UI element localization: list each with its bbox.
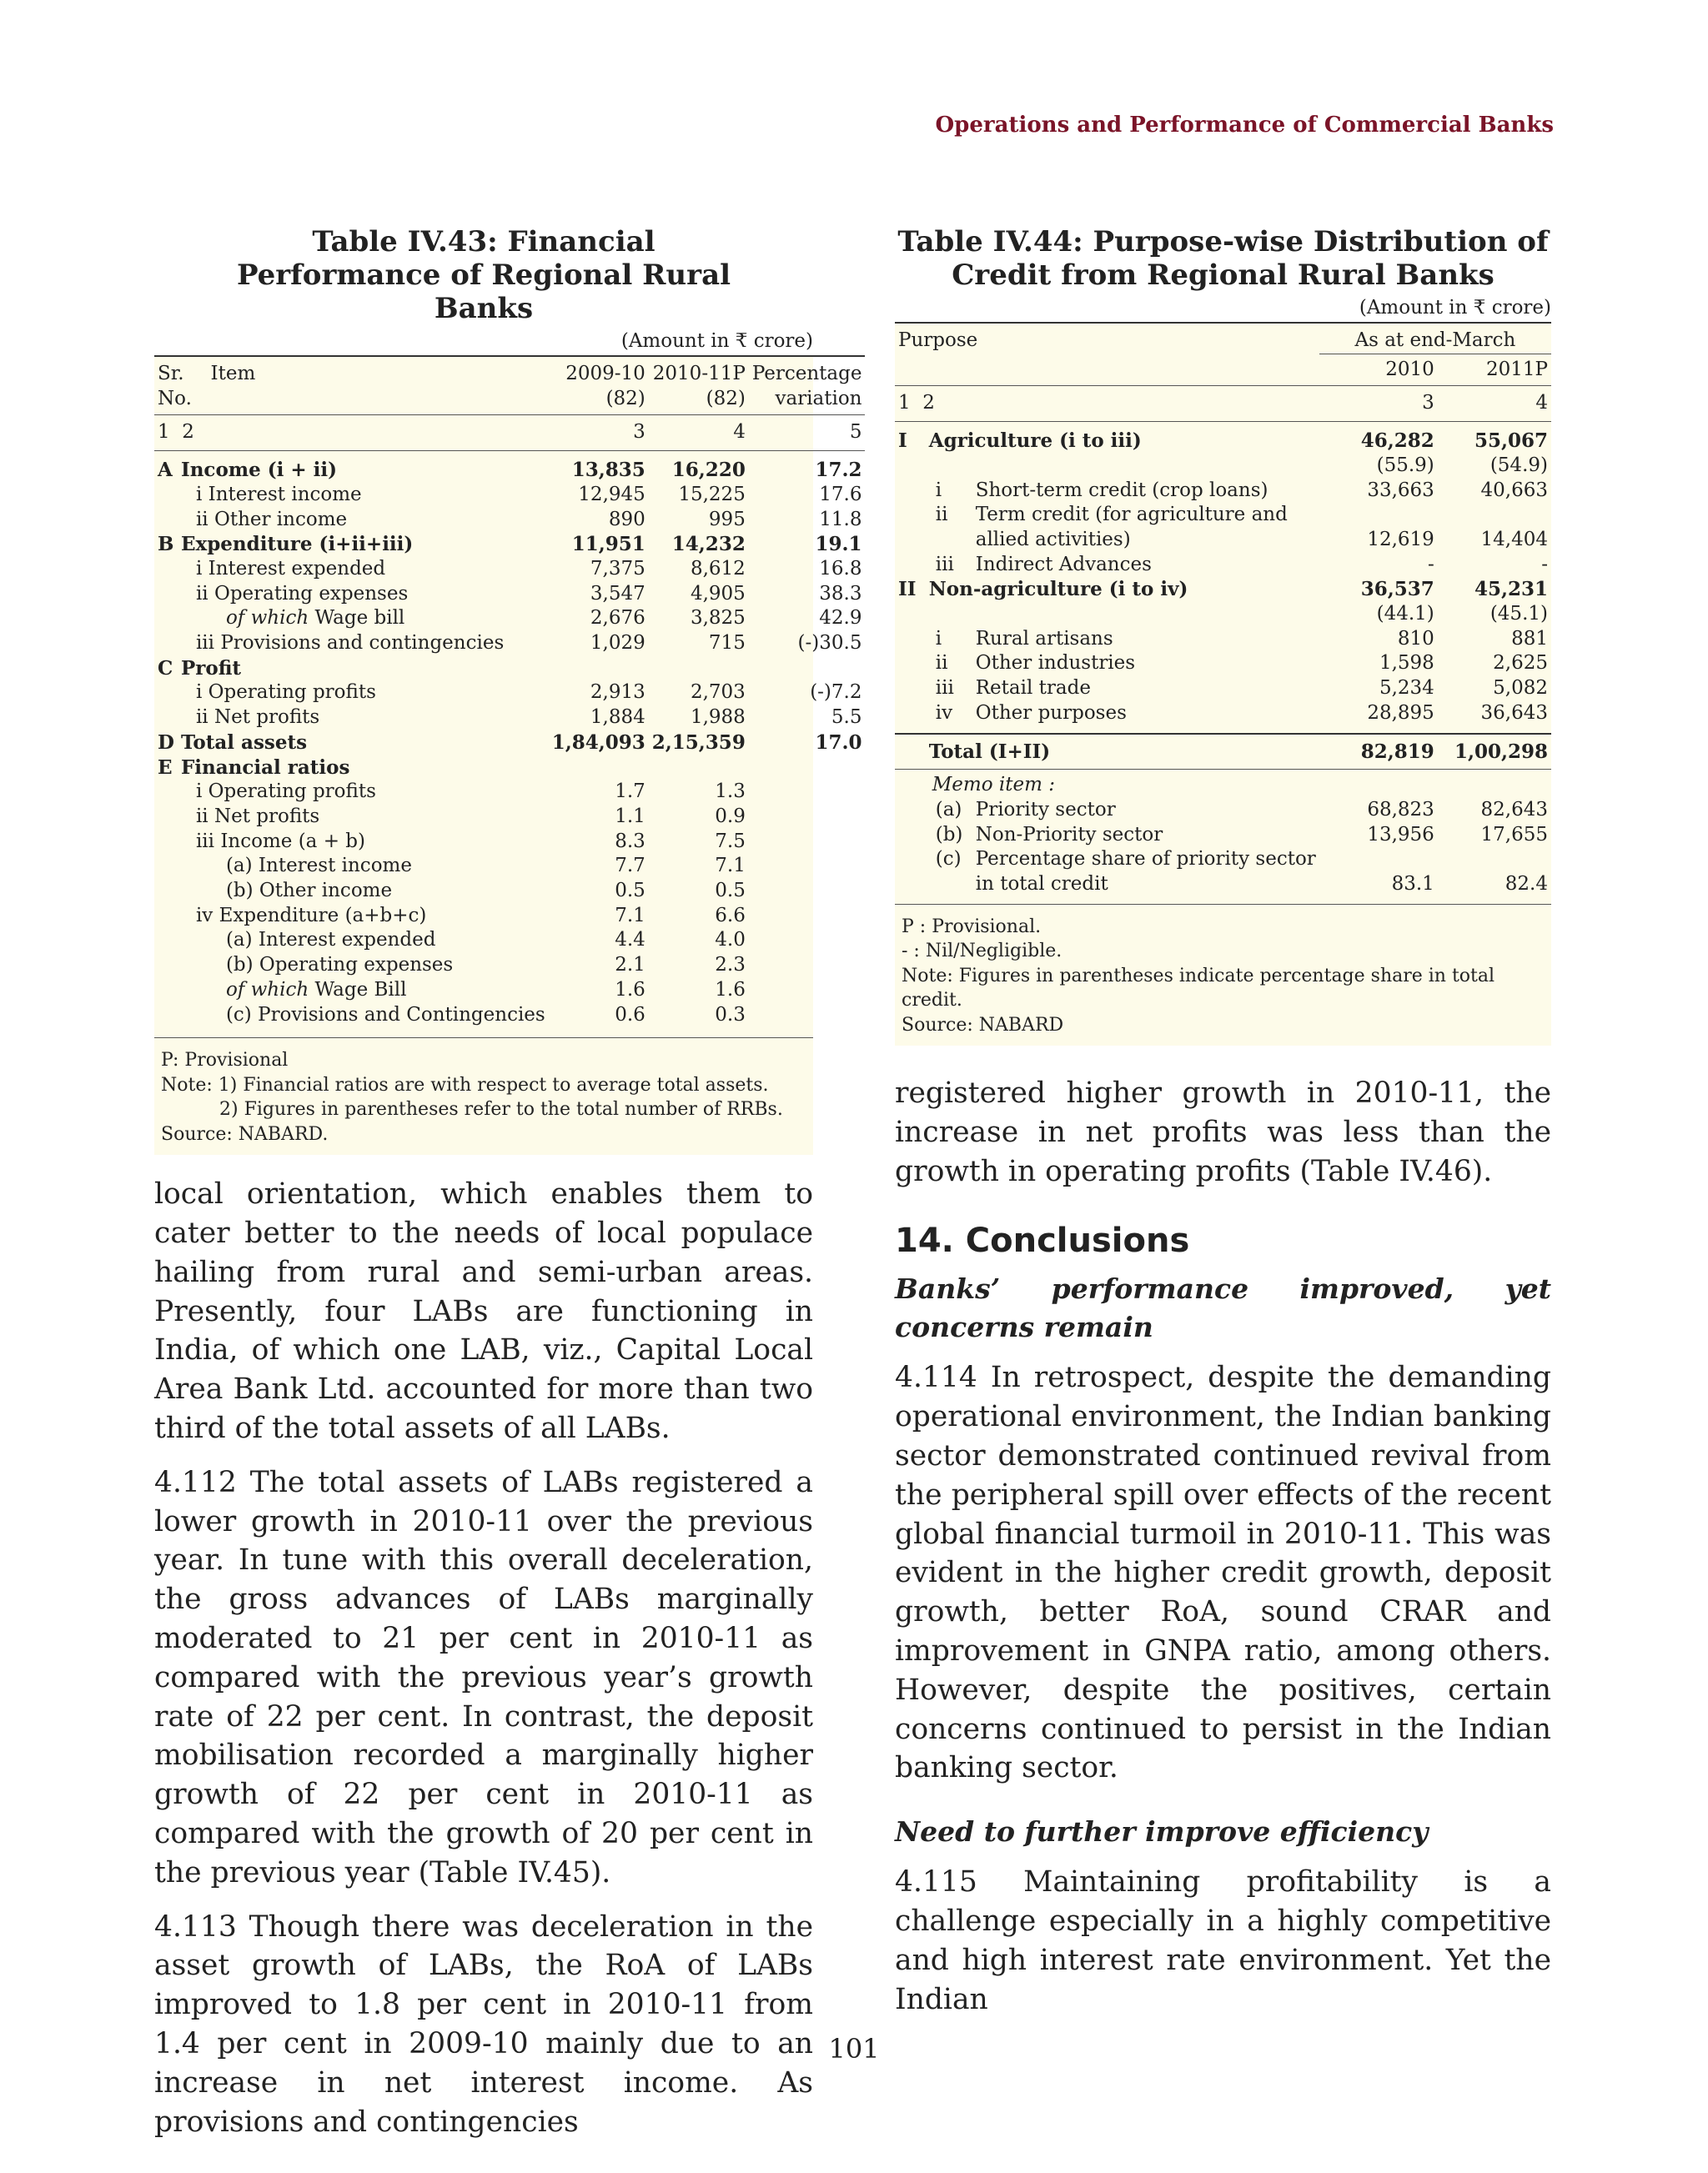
- table-row: [895, 627, 1551, 652]
- row-variation: 11.8: [819, 508, 862, 530]
- row-variation: 17.6: [819, 483, 862, 505]
- row-item: iv Expenditure (a+b+c): [195, 904, 427, 926]
- row-variation: 19.1: [815, 533, 862, 556]
- t44-memo: [895, 798, 1551, 904]
- t43-note: 2) Figures in parentheses refer to the total number of RRBs.: [219, 1099, 783, 1121]
- table-row: [154, 805, 865, 830]
- row-value-2010: 4.0: [715, 929, 746, 951]
- row-sr: [154, 582, 178, 607]
- t43-head-c3: Percentage: [751, 363, 862, 384]
- t43-note: Source: NABARD.: [161, 1123, 329, 1145]
- t44-note: Source: NABARD: [902, 1014, 1064, 1036]
- row-value-2009: 3,547: [590, 582, 646, 605]
- row-item: ii Net profits: [195, 805, 320, 827]
- row-item: (a) Interest income: [225, 855, 412, 877]
- row-value-2011: 40,663: [1480, 479, 1548, 501]
- row-variation: [749, 656, 866, 681]
- paragraph: 4.112 The total assets of LABs registered a lower growth in 2010-11 over the previous year. In tune with this overall deceleration, the gross advances of LABs marginally moderated to 21 per cent in 2010-11 as compared with the previous year’s growth rate of 22 per cent. In contrast, the deposit mobilisation recorded a marginally higher growth of 22 per cent in 2010-11 as compared with the growth of 20 per cent in the previous year (Table IV.45).: [154, 1465, 813, 1889]
- row-item: i Interest expended: [195, 557, 386, 580]
- row-value-2009: 1,84,093: [551, 730, 646, 754]
- row-item: (a) Interest expended: [225, 929, 436, 951]
- row-item: i Interest income: [195, 483, 362, 505]
- row-item: ii Other industries: [935, 652, 1136, 675]
- row-variation: [749, 830, 866, 855]
- table-row: [154, 755, 865, 780]
- row-value-2009: 12,945: [578, 483, 646, 505]
- table-row: [895, 676, 1551, 701]
- row-variation: [749, 805, 866, 830]
- row-variation: [749, 879, 866, 904]
- table-row: [154, 582, 865, 607]
- row-item: (a) Priority sector: [935, 798, 1116, 821]
- row-item: [926, 454, 1319, 479]
- row-value-2009: 1.1: [615, 805, 646, 827]
- row-item: Non-agriculture (i to iv): [928, 578, 1188, 601]
- row-item: i Short-term credit (crop loans): [935, 479, 1268, 501]
- row-value-2010: 995: [708, 508, 746, 530]
- table-row: [154, 631, 865, 656]
- row-value-2009: 2,676: [590, 607, 646, 630]
- row-sr: [154, 879, 178, 904]
- row-item: iii Retail trade: [935, 677, 1091, 700]
- row-value-2009: 11,951: [571, 533, 646, 556]
- row-item: in total credit: [975, 873, 1108, 896]
- row-value-2011: 55,067: [1474, 429, 1548, 453]
- row-sr: [895, 528, 926, 553]
- row-value-2009: 2,913: [590, 681, 646, 704]
- row-sr: [895, 627, 926, 652]
- row-value-2010: (55.9): [1376, 454, 1434, 476]
- memo-row: [895, 798, 1551, 823]
- row-value-2011: (45.1): [1489, 603, 1548, 625]
- row-value-2010: [1319, 847, 1438, 872]
- row-value-2009: 0.6: [615, 1003, 646, 1026]
- row-value-2009: 7,375: [590, 557, 646, 580]
- table-row: [895, 701, 1551, 726]
- row-item: allied activities): [975, 528, 1131, 550]
- row-item: Total assets: [180, 730, 308, 754]
- table-row: [895, 528, 1551, 553]
- row-value-2010: 28,895: [1367, 701, 1434, 724]
- row-value-2009: 8.3: [615, 830, 646, 852]
- row-sr: [895, 676, 926, 701]
- row-sr: [895, 503, 926, 528]
- row-value-2010: 810: [1397, 627, 1434, 650]
- row-item: (b) Non-Priority sector: [935, 823, 1163, 846]
- t43-notes: [154, 1037, 813, 1155]
- table-row: [895, 422, 1551, 454]
- row-sr: [895, 602, 926, 627]
- row-value-2011: 45,231: [1474, 578, 1548, 601]
- table43-unit: (Amount in ₹ crore): [620, 330, 813, 352]
- t44-total-v2: 1,00,298: [1454, 740, 1548, 763]
- subsection-heading: Need to further improve efficiency: [895, 1815, 1429, 1849]
- table-row: [154, 953, 865, 978]
- row-value-2011: 881: [1511, 627, 1548, 650]
- row-value-2010: 12,619: [1367, 528, 1434, 550]
- t43-colnum: 3: [633, 421, 646, 444]
- table-row: [154, 904, 865, 929]
- row-sr: [154, 904, 178, 929]
- t44-memo-title: Memo item :: [932, 774, 1055, 796]
- row-sr: [154, 780, 178, 805]
- row-item: i Rural artisans: [935, 627, 1113, 650]
- right-body-text: [895, 1074, 1551, 2019]
- row-variation: [749, 1003, 866, 1028]
- row-sr: [895, 553, 926, 578]
- row-sr: [154, 1003, 178, 1028]
- row-item: ii Other income: [195, 508, 348, 530]
- row-value-2009: 1.6: [615, 978, 646, 1001]
- row-value-2010: 7.5: [715, 830, 746, 852]
- row-variation: 16.8: [819, 557, 862, 580]
- row-value-2010: [649, 656, 749, 681]
- row-value-2010: 8,612: [690, 557, 746, 580]
- row-value-2009: 890: [608, 508, 646, 530]
- row-sr: B: [158, 533, 174, 556]
- row-item: (c) Percentage share of priority sector: [935, 848, 1316, 871]
- row-value-2011: [1438, 503, 1551, 528]
- row-item: (b) Operating expenses: [225, 954, 454, 976]
- subsection-heading: Banks’ performance improved, yet concerns remain: [895, 1272, 1551, 1344]
- t44-note: Note: Figures in parentheses indicate percentage share in total credit.: [902, 965, 1495, 1011]
- row-value-2011: [1438, 847, 1551, 872]
- t44-colnum: 3: [1422, 392, 1434, 414]
- table-row: [154, 606, 865, 631]
- left-column: [154, 225, 862, 2156]
- row-sr: [154, 830, 178, 855]
- row-value-2011: -: [1541, 553, 1548, 575]
- t43-head-c3b: variation: [775, 387, 862, 409]
- row-sr: [154, 606, 178, 631]
- table44-unit: (Amount in ₹ crore): [1359, 297, 1551, 319]
- table-row: [895, 651, 1551, 676]
- table-row: [154, 532, 865, 557]
- row-value-2010: 46,282: [1360, 429, 1434, 453]
- row-value-2010: (44.1): [1376, 603, 1434, 625]
- row-sr: [154, 557, 178, 582]
- table-row: [154, 854, 865, 879]
- row-value-2010: 2.3: [715, 954, 746, 976]
- t43-head-c1b: (82): [605, 387, 646, 409]
- t43-colnum: 2: [182, 421, 194, 444]
- row-variation: [749, 755, 866, 780]
- table-row: [154, 879, 865, 904]
- t43-colnum: 4: [733, 421, 746, 444]
- row-item: iii Indirect Advances: [935, 553, 1152, 575]
- t43-head-item: Item: [210, 363, 256, 384]
- table-row: [895, 577, 1551, 602]
- row-value-2010: 15,225: [678, 483, 746, 505]
- row-item: Profit: [180, 656, 242, 680]
- table43-title: Table IV.43: Financial Performance of Regional Rural Banks: [236, 225, 731, 325]
- t44-note: - : Nil/Negligible.: [902, 941, 1062, 962]
- row-sr: E: [158, 755, 173, 779]
- table-row: [154, 730, 865, 755]
- row-sr: II: [898, 578, 917, 601]
- table-row: [154, 483, 865, 508]
- row-item: (c) Provisions and Contingencies: [225, 1003, 545, 1026]
- t44-total-label: Total (I+II): [928, 740, 1051, 763]
- table-row: [895, 479, 1551, 504]
- row-value-2009: [549, 755, 649, 780]
- row-value-2009: 1.7: [615, 780, 646, 803]
- row-value-2010: 4,905: [690, 582, 746, 605]
- row-item: Agriculture (i to iii): [928, 429, 1142, 453]
- table-row: [154, 557, 865, 582]
- row-item: ii Operating expenses: [195, 582, 409, 605]
- row-value-2010: -: [1428, 553, 1434, 575]
- memo-row: [895, 823, 1551, 848]
- page-number: 101: [828, 2033, 880, 2065]
- row-sr: [895, 454, 926, 479]
- table-row: [154, 978, 865, 1003]
- row-value-2011: (54.9): [1489, 454, 1548, 476]
- table-row: [154, 656, 865, 681]
- row-sr: [154, 978, 178, 1003]
- t43-colnum: 1: [158, 421, 170, 444]
- row-variation: [749, 780, 866, 805]
- row-sr: I: [898, 429, 907, 453]
- t44-head-purpose: Purpose: [898, 329, 978, 351]
- row-sr: [154, 928, 178, 953]
- paragraph: local orientation, which enables them to cater better to the needs of local populace hailing from rural and semi-urban areas. Presently, four LABs are functioning in India, of which one LAB, viz., Capital Local Area Bank Ltd. accounted for more than two third of the total assets of all LABs.: [154, 1177, 813, 1446]
- table-row: [154, 508, 865, 533]
- row-item: of which Wage bill: [225, 607, 405, 630]
- row-variation: 5.5: [831, 706, 862, 729]
- memo-row: [895, 847, 1551, 872]
- row-variation: [749, 854, 866, 879]
- section-heading: 14. Conclusions: [895, 1221, 1190, 1260]
- row-variation: 17.0: [815, 730, 862, 754]
- row-variation: [749, 904, 866, 929]
- t43-body: [154, 451, 865, 1038]
- row-variation: [749, 928, 866, 953]
- row-value-2010: 36,537: [1360, 578, 1434, 601]
- row-item: Income (i + ii): [180, 459, 338, 482]
- row-item: of which Wage Bill: [225, 978, 407, 1001]
- row-value-2010: 0.5: [715, 880, 746, 902]
- row-value-2011: 2,625: [1493, 652, 1548, 675]
- row-value-2010: 3,825: [690, 607, 746, 630]
- t43-colnum: 5: [849, 421, 862, 444]
- row-value-2010: 14,232: [671, 533, 746, 556]
- table-row: [154, 1003, 865, 1028]
- row-variation: (-)7.2: [810, 681, 862, 704]
- t43-head-c1: 2009-10: [565, 363, 646, 384]
- row-sr: [895, 701, 926, 726]
- row-item: [926, 602, 1319, 627]
- row-sr: [895, 479, 926, 504]
- row-item: (b) Other income: [225, 880, 393, 902]
- row-variation: 42.9: [819, 607, 862, 630]
- row-sr: C: [158, 656, 173, 680]
- row-sr: D: [158, 730, 174, 754]
- paragraph: registered higher growth in 2010-11, the increase in net profits was less than the growth in operating profits (Table IV.46).: [895, 1076, 1551, 1188]
- t44-colnum: 4: [1535, 392, 1548, 414]
- row-item: Financial ratios: [180, 755, 350, 779]
- row-value-2010: 16,220: [671, 459, 746, 482]
- t44-head-group: As at end-March: [1319, 323, 1551, 354]
- row-value-2010: [649, 755, 749, 780]
- row-sr: [154, 805, 178, 830]
- table-row: [895, 454, 1551, 479]
- t44-total-v1: 82,819: [1360, 740, 1434, 763]
- row-item: iii Provisions and contingencies: [195, 632, 505, 655]
- t43-note: Note: 1) Financial ratios are with respect to average total assets.: [161, 1074, 769, 1096]
- right-column: [895, 225, 1551, 2034]
- paragraph: 4.115 Maintaining profitability is a challenge especially in a highly competitive and high interest rate environment. Yet the Indian: [895, 1865, 1551, 2016]
- left-body-text: [154, 1175, 813, 2141]
- row-value-2009: 1,884: [590, 706, 646, 729]
- row-value-2010: 0.3: [715, 1003, 746, 1026]
- t43-head-c2: 2010-11P: [652, 363, 746, 384]
- table-row: [154, 830, 865, 855]
- t43-head-no: No.: [158, 387, 192, 409]
- table-row: [154, 680, 865, 705]
- row-value-2010: 2,15,359: [651, 730, 746, 754]
- paragraph: 4.113 Though there was deceleration in the asset growth of LABs, the RoA of LABs improved to 1.8 per cent in 2010-11 from 1.4 per cent in 2009-10 mainly due to an increase in net interest income. As provisions and contingencies: [154, 1910, 813, 2139]
- table-row: [895, 503, 1551, 528]
- row-item: Expenditure (i+ii+iii): [180, 533, 414, 556]
- row-variation: (-)30.5: [797, 632, 862, 655]
- row-value-2010: 1.6: [715, 978, 746, 1001]
- table44: [895, 322, 1551, 1046]
- row-variation: [749, 953, 866, 978]
- row-variation: 17.2: [815, 459, 862, 482]
- row-sr: [154, 508, 178, 533]
- row-value-2010: 83.1: [1391, 873, 1434, 896]
- row-variation: 38.3: [819, 582, 862, 605]
- row-value-2009: 7.1: [615, 904, 646, 926]
- table-row: [895, 602, 1551, 627]
- row-value-2009: 13,835: [571, 459, 646, 482]
- t44-body: [895, 422, 1551, 734]
- row-value-2009: 1,029: [590, 632, 646, 655]
- table-row: [895, 553, 1551, 578]
- row-value-2010: 6.6: [715, 904, 746, 926]
- row-value-2010: 7.1: [715, 855, 746, 877]
- row-value-2009: [549, 656, 649, 681]
- row-value-2011: 36,643: [1480, 701, 1548, 724]
- row-item: ii Net profits: [195, 706, 320, 729]
- paragraph: 4.114 In retrospect, despite the demanding operational environment, the Indian banking sector demonstrated continued revival from the peripheral spill over effects of the recent global financial turmoil in 2010-11. This was evident in the higher credit growth, deposit growth, better RoA, sound CRAR and improvement in GNPA ratio, among others. However, despite the positives, certain concerns continued to persist in the Indian banking sector.: [895, 1361, 1551, 1785]
- row-value-2010: 715: [708, 632, 746, 655]
- row-item: i Operating profits: [195, 681, 376, 704]
- t44-head-c2: 2011P: [1485, 358, 1548, 380]
- row-sr: [154, 705, 178, 730]
- row-sr: [154, 854, 178, 879]
- t43-head-c2b: (82): [706, 387, 746, 409]
- row-value-2009: 4.4: [615, 929, 646, 951]
- t44-notes: [895, 904, 1551, 1046]
- t44-colnum: 1: [898, 392, 911, 414]
- table-row: [154, 780, 865, 805]
- row-value-2011: 17,655: [1480, 823, 1548, 846]
- row-value-2009: 7.7: [615, 855, 646, 877]
- row-sr: [895, 651, 926, 676]
- row-value-2011: 14,404: [1480, 528, 1548, 550]
- row-value-2010: 5,234: [1379, 677, 1434, 700]
- row-value-2010: 2,703: [690, 681, 746, 704]
- row-value-2010: [1319, 503, 1438, 528]
- table-row: [154, 451, 865, 483]
- row-value-2010: 0.9: [715, 805, 746, 827]
- t44-note: P : Provisional.: [902, 916, 1042, 937]
- table43: [154, 355, 862, 1155]
- t43-note: P: Provisional: [161, 1050, 289, 1071]
- row-sr: [154, 631, 178, 656]
- row-sr: [154, 483, 178, 508]
- table-row: [154, 705, 865, 730]
- row-item: i Operating profits: [195, 780, 376, 803]
- row-value-2011: 82,643: [1480, 798, 1548, 821]
- row-value-2010: 33,663: [1367, 479, 1434, 501]
- row-variation: [749, 978, 866, 1003]
- row-sr: [154, 680, 178, 705]
- row-value-2011: 5,082: [1493, 677, 1548, 700]
- memo-row: [895, 872, 1551, 897]
- running-header: Operations and Performance of Commercial Banks: [935, 113, 1554, 138]
- row-value-2010: 68,823: [1367, 798, 1434, 821]
- row-sr: [154, 953, 178, 978]
- row-value-2010: 13,956: [1367, 823, 1434, 846]
- row-value-2009: 0.5: [615, 880, 646, 902]
- table-row: [154, 928, 865, 953]
- t44-head-c1: 2010: [1385, 358, 1434, 380]
- row-item: iv Other purposes: [935, 701, 1127, 724]
- row-sr: A: [158, 459, 173, 482]
- row-value-2010: 1,988: [690, 706, 746, 729]
- row-value-2010: 1,598: [1379, 652, 1434, 675]
- row-value-2011: 82.4: [1505, 873, 1548, 896]
- row-value-2009: 2.1: [615, 954, 646, 976]
- row-item: ii Term credit (for agriculture and: [935, 504, 1288, 526]
- row-item: iii Income (a + b): [195, 830, 365, 852]
- table44-title: Table IV.44: Purpose-wise Distribution of Credit from Regional Rural Banks: [897, 225, 1549, 292]
- row-value-2010: 1.3: [715, 780, 746, 803]
- t43-head-sr: Sr.: [158, 363, 184, 384]
- t44-colnum: 2: [922, 392, 935, 414]
